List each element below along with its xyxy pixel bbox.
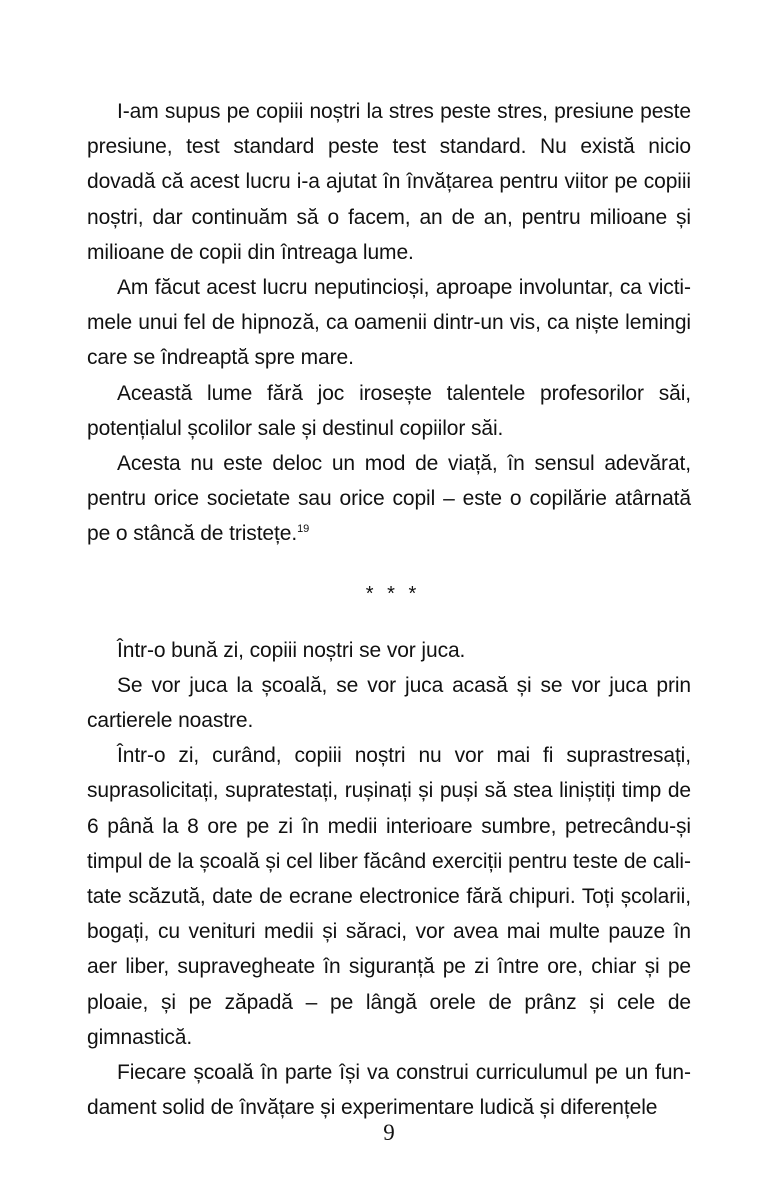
paragraph-4 (87, 446, 691, 552)
footnote-marker: 19 (297, 523, 310, 536)
paragraph-6: Se vor juca la școală, se vor juca acasă și se vor juca prin cartierele noastre. (87, 673, 691, 733)
section-separator: * * * (365, 582, 421, 605)
paragraph-3: Această lume fără joc irosește talentele profesorilor săi, potențialul școlilor sale și destinul copiilor săi. (87, 381, 691, 440)
paragraph-7: Într-o zi, curând, copiii noștri nu vor mai fi suprastresați, suprasolicitați, supratestați, rușinați și puși să stea liniștiți timp de 6 până la 8 ore pe zi în medii interioare sumbre, petrecându-și timpul de la școală și cel liber făcând exerciții pentru teste de calitate scăzută, date de ecrane electronice fără chipuri. Toți școlarii, bogați, cu venituri medii și săraci, vor avea mai multe pauze în aer liber, supravegheate în siguranță pe zi între ore, chiar și pe ploaie, și pe zăpadă – pe lângă orele de prânz și cele de gimnastică. (87, 744, 691, 1049)
paragraph-2: Am făcut acest lucru neputincioși, aproape involuntar, ca victimele unui fel de hipnoză, ca oamenii dintr-un vis, ca niște lemingi care se îndreaptă spre mare. (87, 276, 691, 370)
page-number: 9 (383, 1120, 395, 1145)
paragraph-1: I-am supus pe copiii noștri la stres peste stres, presiune peste presiune, test standard peste test standard. Nu există nicio dovadă că acest lucru i-a ajutat în învățarea pentru viitor pe copiii noștri, dar continuăm să o facem, an de an, pentru milioane și milioane de copii din întreaga lume. (87, 100, 691, 264)
paragraph-4-text: Acesta nu este deloc un mod de viață, în sensul adevărat, pentru orice societate sau orice copil – este o copilărie atârnată pe o stâncă de tristețe. (87, 452, 691, 546)
paragraph-5: Într-o bună zi, copiii noștri se vor juca. (117, 638, 466, 662)
page-body (87, 94, 691, 1125)
paragraph-8: Fiecare școală în parte își va construi curriculumul pe un fundament solid de învățare și experimentare ludică și diferențele (87, 1061, 691, 1120)
